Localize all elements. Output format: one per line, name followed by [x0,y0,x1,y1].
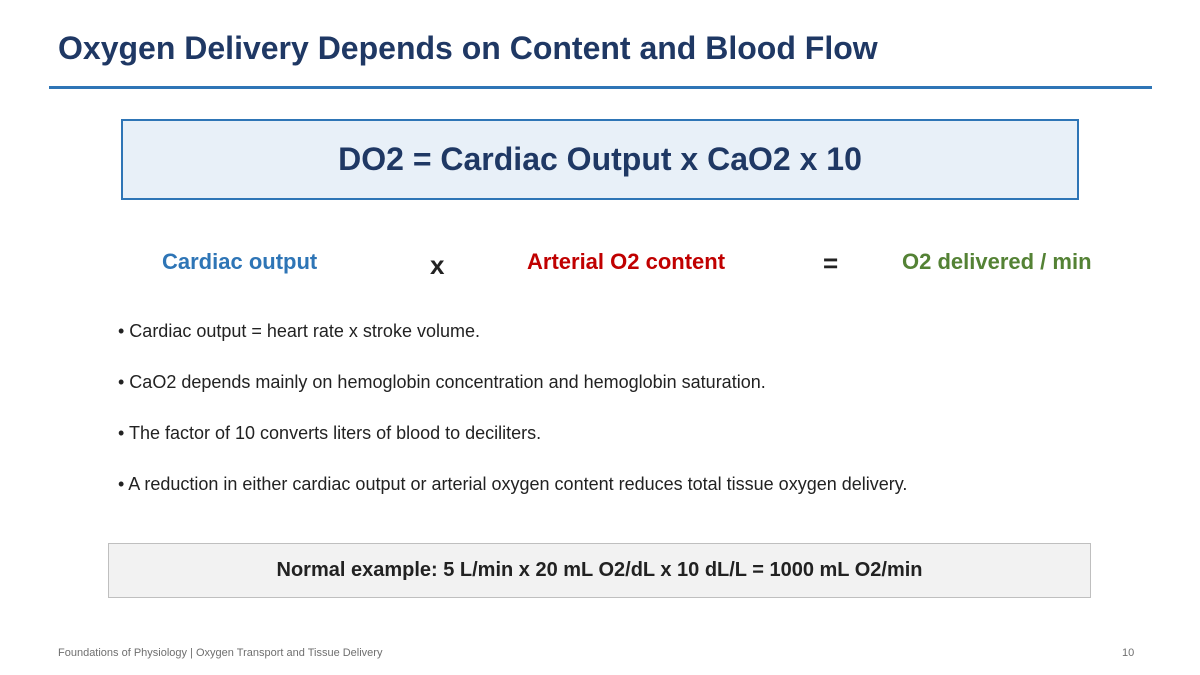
example-box [108,543,1091,598]
bullet-item: • CaO2 depends mainly on hemoglobin concentration and hemoglobin saturation. [118,372,766,392]
bullet-item: • The factor of 10 converts liters of blood to deciliters. [118,423,542,443]
cardiac-output-term: Cardiac output [162,249,318,274]
arterial-o2-content-term: Arterial O2 content [527,249,726,274]
o2-delivered-term: O2 delivered / min [902,249,1092,274]
footer-text: Foundations of Physiology | Oxygen Transport and Tissue Delivery [58,647,383,659]
slide-title: Oxygen Delivery Depends on Content and Blood Flow [58,30,878,66]
bullet-item: • Cardiac output = heart rate x stroke volume. [118,321,480,341]
multiply-operator: x [430,250,445,280]
bullet-item: • A reduction in either cardiac output or arterial oxygen content reduces total tissue oxygen delivery. [118,474,908,494]
formula-box [121,119,1079,200]
example-text: Normal example: 5 L/min x 20 mL O2/dL x 10 dL/L = 1000 mL O2/min [276,559,923,581]
bullet-list [118,318,907,522]
page-number: 10 [1122,647,1135,659]
formula-text: DO2 = Cardiac Output x CaO2 x 10 [338,141,862,177]
title-divider [49,86,1152,89]
equals-operator: = [823,248,839,278]
